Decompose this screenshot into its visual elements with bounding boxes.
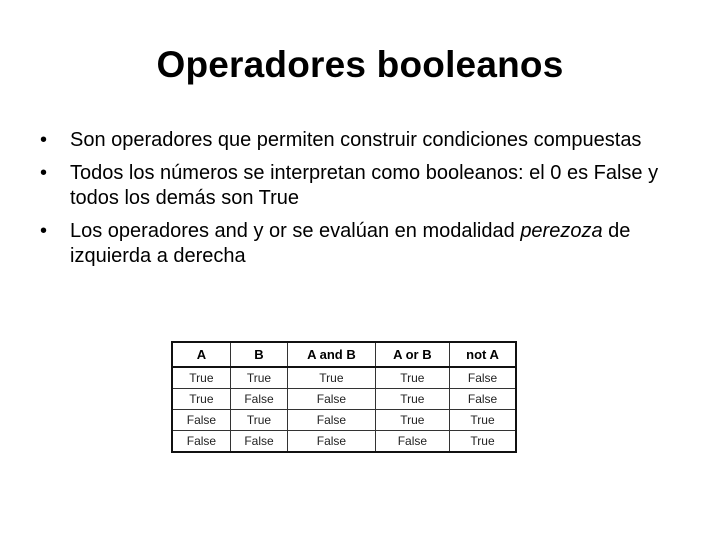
bullet-item — [36, 161, 696, 211]
table-cell: False — [230, 389, 287, 410]
table-row — [172, 367, 516, 389]
table-cell: True — [172, 389, 230, 410]
column-header: A and B — [288, 342, 376, 367]
bullet-icon: • — [40, 129, 48, 151]
table-header-row — [172, 342, 516, 367]
bullet-text-start: Los operadores and y or se evalúan en modalidad — [70, 220, 521, 242]
bullet-icon: • — [40, 220, 48, 242]
table-cell: False — [450, 367, 516, 389]
bullet-item — [36, 128, 696, 153]
bullet-item — [36, 219, 696, 269]
table-cell: True — [375, 367, 449, 389]
table-cell: False — [375, 431, 449, 453]
column-header: not A — [450, 342, 516, 367]
bullet-icon: • — [40, 162, 48, 184]
table-row — [172, 410, 516, 431]
table-cell: False — [288, 431, 376, 453]
bullet-text-end: de izquierda a derecha — [70, 220, 631, 267]
table-cell: True — [375, 410, 449, 431]
bullet-text: Todos los números se interpretan como booleanos: el 0 es False y todos los demás son True — [70, 162, 659, 209]
table-cell: True — [450, 431, 516, 453]
table-cell: True — [375, 389, 449, 410]
table-cell: False — [172, 410, 230, 431]
bullet-text: Son operadores que permiten construir condiciones compuestas — [70, 129, 642, 151]
table-cell: True — [450, 410, 516, 431]
table-cell: False — [450, 389, 516, 410]
table-cell: False — [288, 410, 376, 431]
table-cell: True — [230, 410, 287, 431]
table-cell: True — [172, 367, 230, 389]
column-header: A or B — [375, 342, 449, 367]
column-header: B — [230, 342, 287, 367]
table-cell: True — [288, 367, 376, 389]
slide-title: Operadores booleanos — [156, 44, 564, 85]
bullet-list — [36, 128, 696, 277]
bullet-emphasis: perezoza — [520, 220, 603, 242]
column-header: A — [172, 342, 230, 367]
table-cell: False — [172, 431, 230, 453]
table-cell: False — [288, 389, 376, 410]
table-row — [172, 431, 516, 453]
table-cell: True — [230, 367, 287, 389]
table-row — [172, 389, 516, 410]
truth-table — [171, 341, 517, 453]
table-cell: False — [230, 431, 287, 453]
